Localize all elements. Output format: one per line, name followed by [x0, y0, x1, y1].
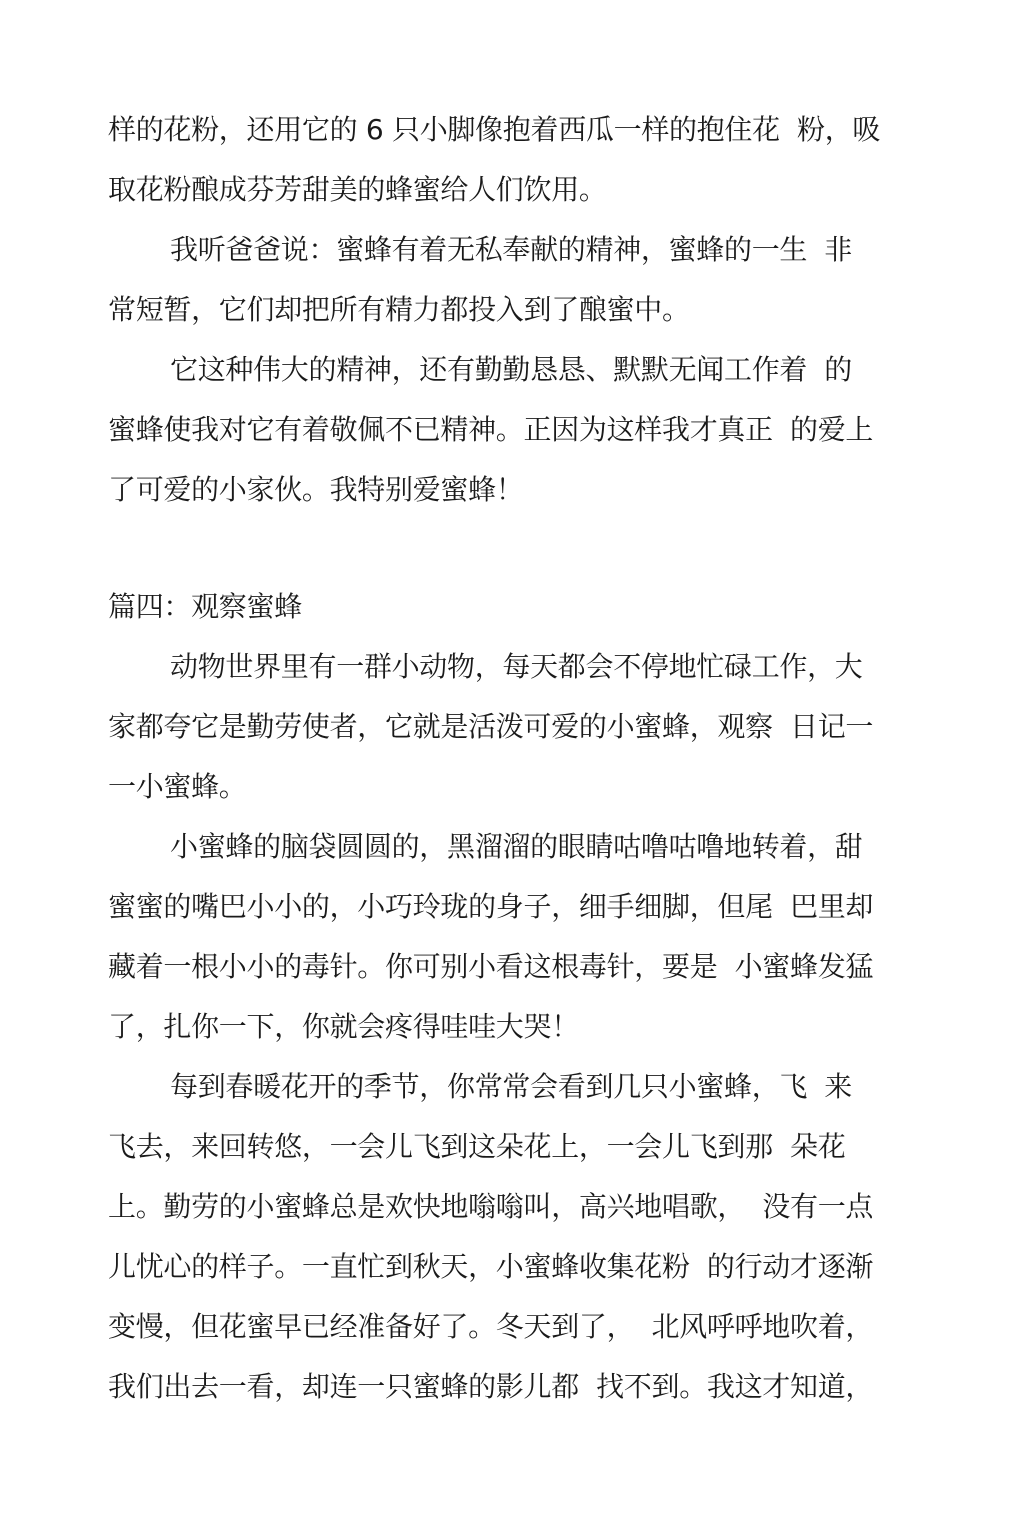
paragraph-start-line: 小蜜蜂的脑袋圆圆的，黑溜溜的眼睛咕噜咕噜地转着，甜: [170, 830, 863, 863]
text-line: 家都夸它是勤劳使者，它就是活泼可爱的小蜜蜂，观察 日记一: [108, 710, 874, 743]
text-line: 我们出去一看，却连一只蜜蜂的影儿都 找不到。我这才知道，: [108, 1370, 874, 1403]
text-line: 藏着一根小小的毒针。你可别小看这根毒针，要是 小蜜蜂发猛: [108, 950, 874, 983]
text-line: 一小蜜蜂。: [108, 770, 247, 803]
section-heading: 篇四：观察蜜蜂: [108, 590, 302, 623]
text-line: 飞去，来回转悠，一会儿飞到这朵花上，一会儿飞到那 朵花: [108, 1130, 846, 1163]
text-line: 蜜蜂使我对它有着敬佩不已精神。正因为这样我才真正 的爱上: [108, 413, 874, 446]
text-line: 了，扎你一下，你就会疼得哇哇大哭！: [108, 1010, 579, 1043]
paragraph-start-line: 我听爸爸说：蜜蜂有着无私奉献的精神，蜜蜂的一生 非: [170, 233, 853, 266]
text-line: 常短暂，它们却把所有精力都投入到了酿蜜中。: [108, 293, 690, 326]
text-line: 了可爱的小家伙。我特别爱蜜蜂！: [108, 473, 524, 506]
text-line: 蜜蜜的嘴巴小小的，小巧玲珑的身子，细手细脚，但尾 巴里却: [108, 890, 874, 923]
paragraph-start-line: 动物世界里有一群小动物，每天都会不停地忙碌工作，大: [170, 650, 863, 683]
text-line: 上。勤劳的小蜜蜂总是欢快地嗡嗡叫，高兴地唱歌， 没有一点: [108, 1190, 874, 1223]
text-line: 取花粉酿成芬芳甜美的蜂蜜给人们饮用。: [108, 173, 607, 206]
paragraph-start-line: 它这种伟大的精神，还有勤勤恳恳、默默无闻工作着 的: [170, 353, 853, 386]
text-line: 样的花粉，还用它的 6 只小脚像抱着西瓜一样的抱住花 粉，吸: [108, 113, 881, 146]
text-line: 儿忧心的样子。一直忙到秋天，小蜜蜂收集花粉 的行动才逐渐: [108, 1250, 874, 1283]
text-line: 变慢，但花蜜早已经准备好了。冬天到了， 北风呼呼地吹着，: [108, 1310, 874, 1343]
paragraph-start-line: 每到春暖花开的季节，你常常会看到几只小蜜蜂，飞 来: [170, 1070, 853, 1103]
